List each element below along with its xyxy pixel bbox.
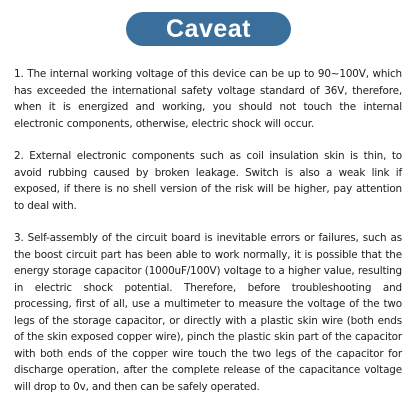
caveat-title: Caveat [126, 12, 291, 46]
caveat-paragraph-2: 2. External electronic components such as coil insulation skin is thin, to avoid rubbing caused by broken leakage. Switch is also a weak link if exposed, if there is no shell version of the risk will be higher, pay attention to deal with. [14, 150, 402, 212]
caveat-paragraph-3: 3. Self-assembly of the circuit board is inevitable errors or failures, such as the boost circuit part has been able to work normally, it is possible that the energy storage capacitor (1000uF/100V) voltage to a higher value, resulting in electric shock potential. Therefore, before troubleshooting and processing, first of all, use a multimeter to measure the voltage of the two legs of the storage capacitor, or directly with a plastic skin wire (both ends of the skin exposed copper wire), pinch the plastic skin part of the capacitor with both ends of the copper wire touch the two legs of the capacitor for discharge operation, after the complete release of the capacitance voltage will drop to 0v, and then can be safely operated. [14, 232, 402, 393]
caveat-paragraph-1: 1. The internal working voltage of this device can be up to 90~100V, which has exceeded the international safety voltage standard of 36V, therefore, when it is energized and working, you should not touch the internal electronic components, otherwise, electric shock will occur. [14, 68, 402, 130]
caveat-content [14, 66, 402, 411]
